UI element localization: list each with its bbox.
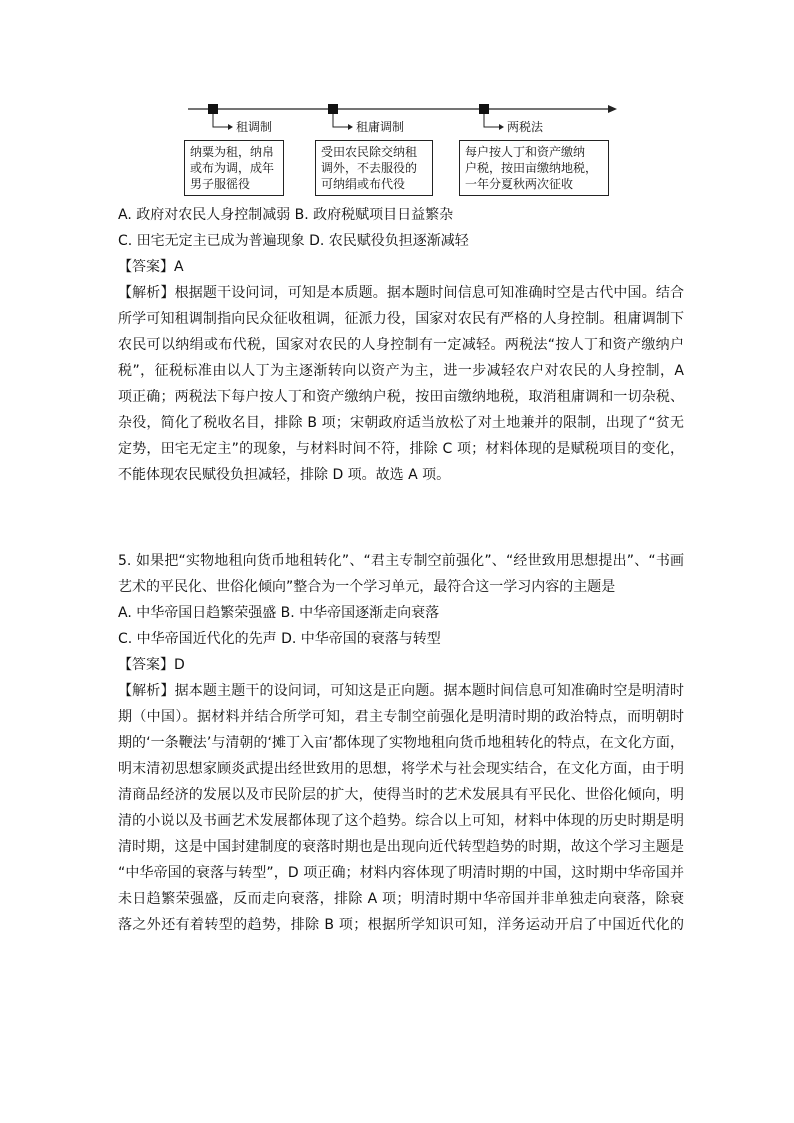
tax-system-timeline [180, 96, 620, 200]
q5-block [118, 548, 684, 938]
q5-analysis-line: 期的‘一条鞭法’与清朝的‘摊丁入亩’都体现了实物地租向货币地租转化的特点，在文化方面， [118, 735, 684, 751]
q5-analysis-line: “中华帝国的衰落与转型”，D 项正确；材料内容体现了明清时期的中国，这时期中华帝国并 [118, 865, 684, 881]
q5-stem-line: 艺术的平民化、世俗化倾向”整合为一个学习单元，最符合这一学习内容的主题是 [118, 579, 616, 595]
stage-label: 租调制 [236, 120, 273, 134]
q4-analysis-line: 【解析】根据题干设问词，可知是本质题。据本题时间信息可知准确时空是古代中国。结合 [118, 285, 684, 301]
stage-description-box [184, 140, 284, 196]
q4-block [118, 202, 684, 488]
q5-analysis-line: 明末清初思想家顾炎武提出经世致用的思想，将学术与社会现实结合，在文化方面，由于明 [118, 761, 684, 777]
q5-answer: 【答案】D [118, 657, 185, 673]
timeline-marker [479, 104, 489, 114]
stage-desc-line: 户税，按田亩缴纳地税， [465, 161, 598, 175]
q5-analysis-line: 期（中国）。据材料并结合所学可知，君主专制空前强化是明清时期的政治特点，而明朝时 [118, 709, 684, 725]
q5-option-line: A. 中华帝国日趋繁荣强盛 B. 中华帝国逐渐走向衰落 [118, 605, 440, 621]
stage-description-box [315, 140, 433, 196]
q5-analysis-line: 清商品经济的发展以及市民阶层的扩大，使得当时的艺术发展具有平民化、世俗化倾向，明 [118, 787, 684, 803]
q4-analysis-line: 农民可以纳绢或布代税，国家对农民的人身控制有一定减轻。两税法“按人丁和资产缴纳户 [118, 337, 684, 353]
q4-analysis-line: 所学可知租调制指向民众征收租调，征派力役，国家对农民有严格的人身控制。租庸调制下 [118, 311, 684, 327]
stage-desc-line: 一年分夏秋两次征收 [465, 177, 574, 191]
stage-desc-line: 调外，不去服役的 [321, 161, 418, 175]
timeline-marker [208, 104, 218, 114]
stage-label: 租庸调制 [356, 120, 405, 134]
q4-analysis-line: 税”，征税标准由以人丁为主逐渐转向以资产为主，进一步减轻农户对农民的人身控制，A [118, 363, 684, 379]
stage-desc-line: 受田农民除交纳租 [321, 145, 418, 159]
q4-analysis-line: 不能体现农民赋役负担减轻，排除 D 项。故选 A 项。 [118, 467, 451, 483]
q4-analysis-line: 杂役，简化了税收名目，排除 B 项；宋朝政府适当放松了对土地兼并的限制，出现了“贫无 [118, 415, 684, 431]
stage-desc-line: 每户按人丁和资产缴纳 [465, 145, 586, 159]
q5-analysis-line: 清的小说以及书画艺术发展都体现了这个趋势。综合以上可知，材料中体现的历史时期是明 [118, 813, 684, 829]
q5-analysis-line: 【解析】据本题主题干的设问词，可知这是正向题。据本题时间信息可知准确时空是明清时 [118, 683, 684, 699]
stage-desc-line: 可纳绢或布代役 [321, 177, 406, 191]
q5-stem-line: 5. 如果把“实物地租向货币地租转化”、“君主专制空前强化”、“经世致用思想提出”、“书画 [118, 553, 684, 569]
q4-option-line: C. 田宅无定主已成为普遍现象 D. 农民赋役负担逐渐减轻 [118, 233, 469, 249]
q4-analysis-line: 定势，田宅无定主”的现象，与材料时间不符，排除 C 项；材料体现的是赋税项目的变化， [118, 441, 684, 457]
stage-desc-line: 纳粟为租，纳帛 [190, 145, 275, 159]
stage-desc-line: 或布为调，成年 [190, 161, 275, 175]
q5-analysis-line: 未日趋繁荣强盛，反而走向衰落，排除 A 项；明清时期中华帝国并非单独走向衰落，除衰 [118, 891, 684, 907]
q4-answer: 【答案】A [118, 259, 184, 275]
timeline-marker [328, 104, 338, 114]
q4-analysis-line: 项正确；两税法下每户按人丁和资产缴纳户税，按田亩缴纳地税，取消租庸调和一切杂税、 [118, 389, 684, 405]
q5-option-line: C. 中华帝国近代化的先声 D. 中华帝国的衰落与转型 [118, 631, 441, 647]
stage-description-box [459, 140, 609, 196]
q4-option-line: A. 政府对农民人身控制减弱 B. 政府税赋项目日益繁杂 [118, 207, 454, 223]
q5-analysis-line: 清时期，这是中国封建制度的衰落时期也是出现向近代转型趋势的时期，故这个学习主题是 [118, 839, 684, 855]
stage-label: 两税法 [507, 120, 544, 134]
q5-analysis-line: 落之外还有着转型的趋势，排除 B 项；根据所学知识可知，洋务运动开启了中国近代化的 [118, 917, 684, 933]
stage-desc-line: 男子服徭役 [190, 177, 251, 191]
